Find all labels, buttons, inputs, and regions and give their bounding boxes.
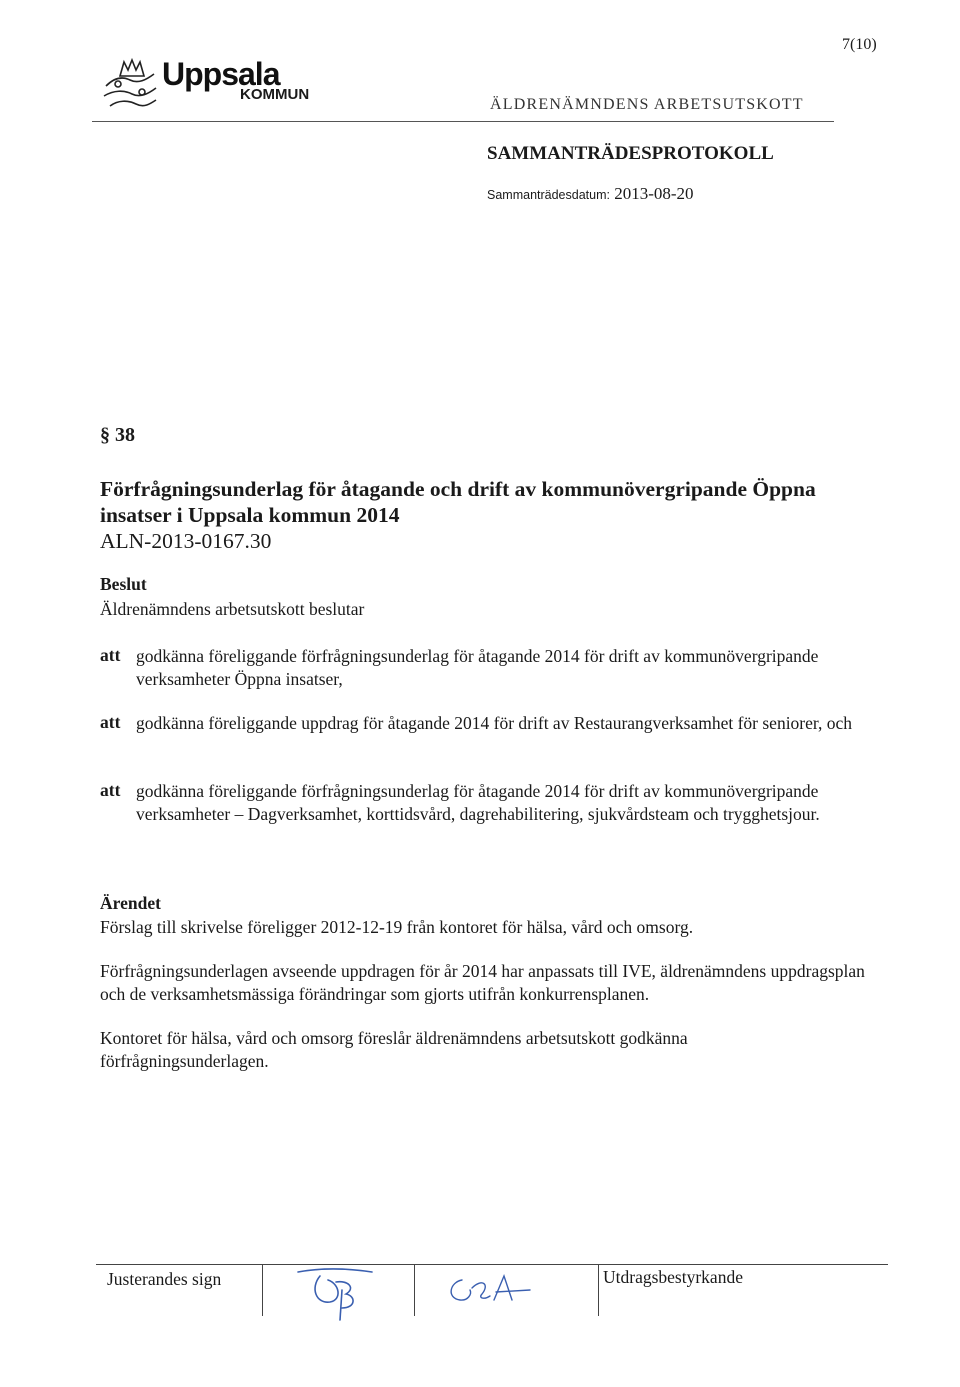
footer-separator [414, 1264, 415, 1316]
uppsala-kommun-logo [100, 56, 310, 112]
paragraph-number: § 38 [100, 424, 135, 446]
decision-item-key: att [100, 780, 121, 800]
decision-item-text: godkänna föreliggande förfrågningsunderlag för åtagande 2014 för drift av kommunövergripande verksamheter – Dagverksamhet, korttidsvård, dagrehabilitering, sjukvårdsteam och trygghetsjour. [136, 781, 820, 824]
beslut-heading: Beslut [100, 574, 147, 594]
footer-separator [598, 1264, 599, 1316]
decision-item-key: att [100, 645, 121, 665]
decision-item-text: godkänna föreliggande förfrågningsunderlag för åtagande 2014 för drift av kommunövergripande verksamheter Öppna insatser, [136, 646, 819, 689]
logo-subtext: KOMMUN [240, 86, 310, 103]
section-title: Förfrågningsunderlag för åtagande och drift av kommunövergripande Öppna insatser i Uppsala kommun 2014 [100, 477, 816, 527]
meeting-date [487, 184, 694, 204]
arendet-paragraph: Kontoret för hälsa, vård och omsorg föreslår äldrenämndens arbetsutskott godkänna förfrågningsunderlagen. [100, 1028, 688, 1071]
arendet-paragraph: Förfrågningsunderlagen avseende uppdragen för år 2014 har anpassats till IVE, äldrenämndens uppdragsplan och de verksamhetsmässiga förändringar som gjorts utifrån konkurrensplanen. [100, 961, 865, 1004]
header-divider [92, 121, 834, 122]
beslut-intro: Äldrenämndens arbetsutskott beslutar [100, 599, 365, 619]
arendet-paragraph: Förslag till skrivelse föreligger 2012-12-19 från kontoret för hälsa, vård och omsorg. [100, 917, 694, 937]
organization-name: ÄLDRENÄMNDENS ARBETSUTSKOTT [490, 96, 804, 113]
meeting-date-value: 2013-08-20 [614, 184, 694, 203]
document-type: SAMMANTRÄDESPROTOKOLL [487, 143, 774, 164]
utdragsbestyrkande-label: Utdragsbestyrkande [603, 1267, 743, 1287]
page-number: 7(10) [842, 36, 877, 53]
logo-wordmark: Uppsala [162, 56, 280, 92]
decision-item-key: att [100, 712, 121, 732]
justerandes-sign-label: Justerandes sign [107, 1269, 222, 1289]
footer-separator [262, 1264, 263, 1316]
arendet-heading: Ärendet [100, 893, 161, 913]
signature-initials-1 [290, 1262, 380, 1324]
case-number: ALN-2013-0167.30 [100, 529, 272, 553]
decision-item-text: godkänna föreliggande uppdrag för åtagande 2014 för drift av Restaurangverksamhet för seniorer, och [136, 713, 853, 733]
coat-of-arms-icon [100, 56, 160, 112]
meeting-date-label: Sammanträdesdatum: [487, 188, 610, 202]
signature-initials-2 [432, 1264, 552, 1314]
